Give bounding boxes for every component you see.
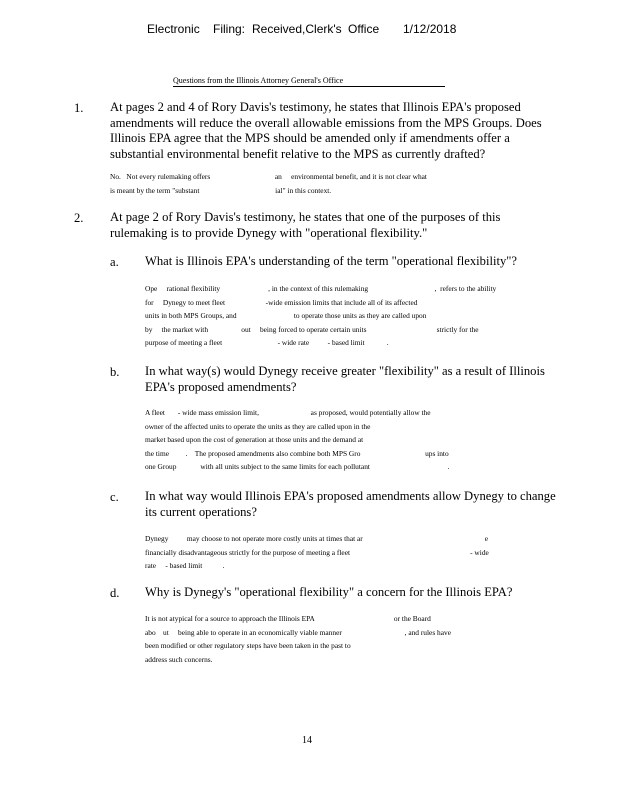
header-filing: Filing: — [213, 22, 246, 36]
answer-line: one Group with all units subject to the same limits for each pollutant . — [145, 462, 450, 472]
question-number: 1. — [74, 101, 84, 115]
question-line: its current operations? — [145, 504, 257, 519]
answer-line: been modified or other regulatory steps have been taken in the past to — [145, 641, 351, 651]
question-line: In what way would Illinois EPA's proposed amendments allow Dynegy to change — [145, 489, 556, 503]
answer-line: the time . The proposed amendments also combine both MPS Gro ups into — [145, 448, 449, 458]
answer-block — [145, 406, 449, 474]
answer-line: financially disadvantageous strictly for the purpose of meeting a fleet - wide — [145, 547, 489, 557]
page-number: 14 — [302, 735, 312, 746]
question-line: substantial environmental benefit relative to the MPS as currently drafted? — [110, 146, 486, 161]
subquestion-letter: a. — [110, 255, 119, 269]
answer-line: rate - based limit . — [145, 561, 225, 571]
question-line: Illinois EPA agree that the MPS should be amended only if amendments offer a — [110, 131, 510, 145]
header-electronic: Electronic — [147, 22, 200, 36]
answer-line: It is not atypical for a source to approach the Illinois EPA or the Board — [145, 614, 431, 623]
subquestion-text — [145, 364, 545, 395]
question-line: Why is Dynegy's "operational flexibility" a concern for the Illinois EPA? — [145, 585, 513, 599]
header-received: Received,Clerk's — [252, 22, 342, 36]
question-number: 2. — [74, 211, 84, 225]
question-line: At page 2 of Rory Davis's testimony, he states that one of the purposes of this — [110, 210, 501, 224]
subquestion-letter: d. — [110, 586, 120, 600]
answer-line: abo ut being able to operate in an economically viable manner , and rules have — [145, 627, 452, 637]
subquestion-text — [145, 489, 556, 520]
answer-line: Ope rational flexibility , in the context of this rulemaking , refers to the ability — [145, 284, 497, 293]
answer-line: Dynegy may choose to not operate more costly units at times that ar e — [145, 534, 488, 543]
question-line: What is Illinois EPA's understanding of the term "operational flexibility"? — [145, 254, 517, 268]
answer-block — [145, 282, 496, 350]
question-line: amendments will reduce the overall allowable emissions from the MPS Groups. Does — [110, 115, 542, 130]
subquestion-letter: c. — [110, 490, 119, 504]
answer-line: market based upon the cost of generation at those units and the demand at — [145, 435, 364, 445]
question-line: In what way(s) would Dynegy receive greater "flexibility" as a result of Illinois — [145, 364, 545, 378]
answer-line: owner of the affected units to operate the units as they are called upon in the — [145, 421, 371, 431]
answer-line: units in both MPS Groups, and to operate those units as they are called upon — [145, 311, 427, 321]
question-text — [110, 210, 500, 241]
question-line: rulemaking is to provide Dynegy with "operational flexibility." — [110, 225, 428, 240]
answer-line: No. Not every rulemaking offers an environmental benefit, and it is not clear what — [110, 172, 427, 181]
header-office: Office — [348, 22, 380, 36]
answer-block — [110, 170, 427, 197]
subquestion-text — [145, 585, 512, 601]
question-text — [110, 100, 542, 162]
answer-line: address such concerns. — [145, 654, 213, 664]
answer-line: by the market with out being forced to operate certain units strictly for the — [145, 324, 479, 334]
header-date: 1/12/2018 — [403, 22, 457, 36]
subquestion-text — [145, 254, 517, 270]
answer-block — [145, 532, 489, 573]
question-line: EPA's proposed amendments? — [145, 379, 297, 394]
question-line: At pages 2 and 4 of Rory Davis's testimony, he states that Illinois EPA's proposed — [110, 100, 521, 114]
answer-line: is meant by the term "substant ial" in this context. — [110, 185, 332, 195]
section-title: Questions from the Illinois Attorney General's Office — [173, 76, 445, 87]
answer-line: purpose of meeting a fleet - wide rate - based limit . — [145, 338, 389, 348]
answer-block — [145, 612, 451, 666]
answer-line: A fleet - wide mass emission limit, as proposed, would potentially allow the — [145, 408, 431, 417]
subquestion-letter: b. — [110, 365, 120, 379]
answer-line: for Dynegy to meet fleet -wide emission limits that include all of its affected — [145, 297, 418, 307]
